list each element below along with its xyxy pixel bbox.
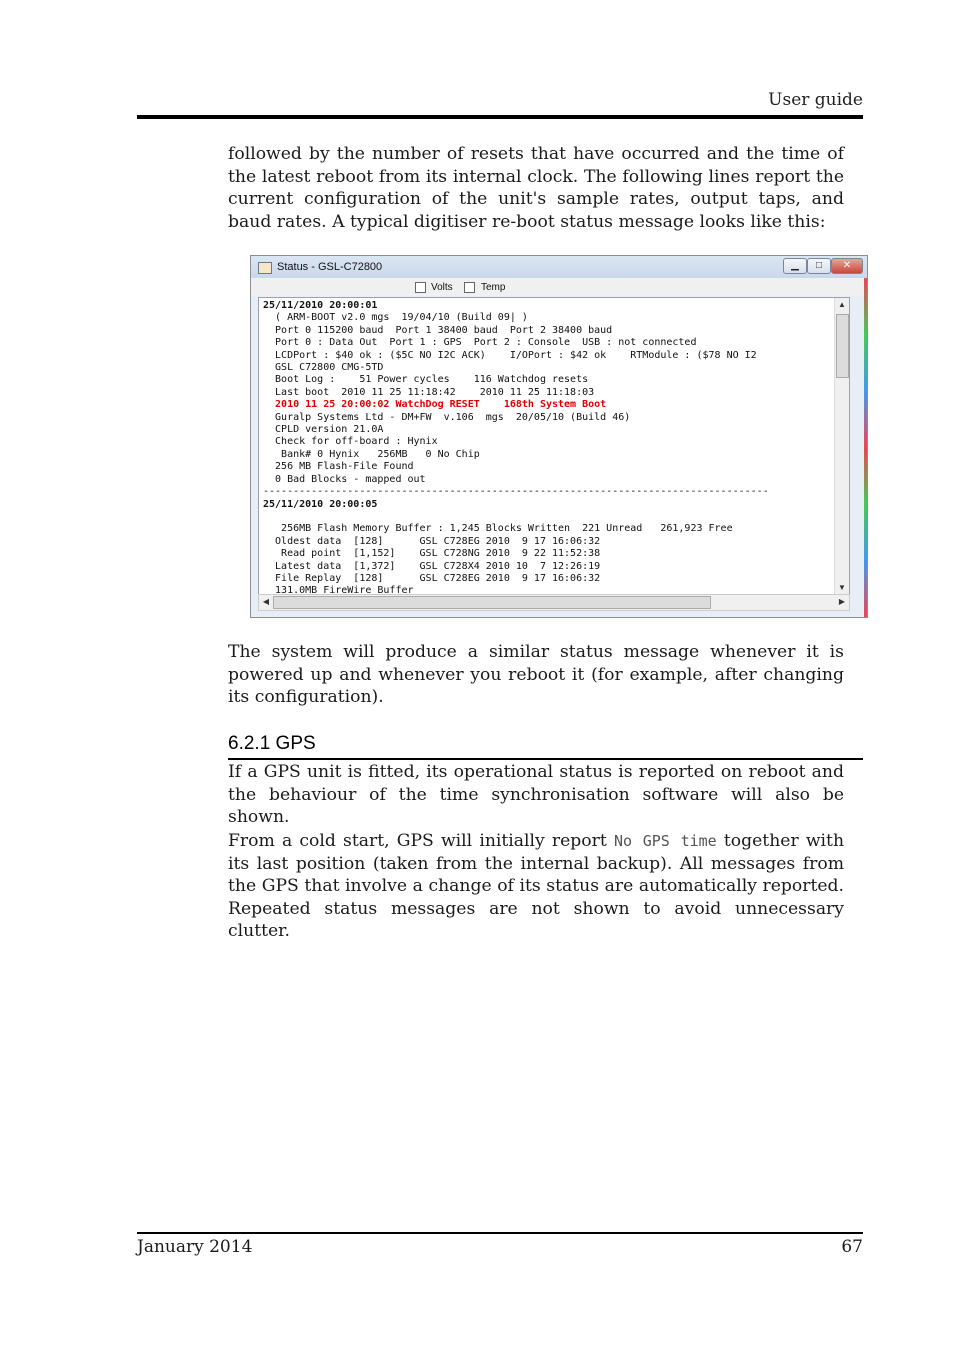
status-log-line: 25/11/2010 20:00:05: [263, 498, 378, 510]
status-log-line: Check for off-board : Hynix: [263, 436, 438, 448]
status-log-line: ------------------------------------------------------------------------------------: [263, 486, 769, 498]
scroll-up-icon[interactable]: ▲: [838, 300, 846, 309]
app-icon: [258, 262, 272, 274]
vertical-scroll-thumb[interactable]: [836, 314, 849, 378]
status-log-line: 0 Bad Blocks - mapped out: [263, 473, 426, 485]
status-log-textarea[interactable]: [258, 297, 850, 595]
window-titlebar: [251, 256, 867, 278]
header-rule: [137, 115, 863, 119]
status-log-line: Oldest data [128] GSL C728EG 2010 9 17 16:06:32: [263, 535, 601, 547]
volts-checkbox[interactable]: [415, 282, 426, 293]
status-log-line: 256 MB Flash-File Found: [263, 461, 414, 473]
status-log-line: [263, 511, 769, 523]
status-log-line: Port 0 115200 baud Port 1 38400 baud Port 2 38400 baud: [263, 324, 613, 336]
status-log-line: 131.0MB FireWire Buffer: [263, 585, 414, 595]
section-heading: 6.2.1 GPS: [228, 733, 316, 754]
page-number: 67: [841, 1237, 863, 1257]
gps-text-before: From a cold start, GPS will initially report: [228, 831, 614, 851]
status-log-line: File Replay [128] GSL C728EG 2010 9 17 16:06:32: [263, 572, 601, 584]
status-log-line: Port 0 : Data Out Port 1 : GPS Port 2 : Console USB : not connected: [263, 337, 697, 349]
temp-checkbox[interactable]: [464, 282, 475, 293]
status-log: [263, 300, 769, 595]
scroll-left-icon[interactable]: ◀: [262, 597, 270, 606]
options-bar: [251, 278, 867, 296]
status-log-line: 2010 11 25 20:00:02 WatchDog RESET 168th System Boot: [263, 399, 607, 411]
status-log-line: Last boot 2010 11 25 11:18:42 2010 11 25 11:18:03: [263, 386, 595, 398]
status-window-screenshot: [250, 255, 868, 618]
status-log-line: ( ARM-BOOT v2.0 mgs 19/04/10 (Build 09| ): [263, 312, 528, 324]
temp-label: Temp: [481, 282, 506, 293]
gps-paragraph-2: [228, 830, 844, 943]
footer-date: January 2014: [137, 1237, 253, 1257]
status-log-line: LCDPort : $40 ok : ($5C NO I2C ACK) I/OPort : $42 ok RTModule : ($78 NO I2: [263, 349, 757, 361]
status-log-line: GSL C72800 CMG-5TD: [263, 362, 384, 374]
maximize-button[interactable]: □: [807, 258, 831, 274]
footer-rule: [137, 1232, 863, 1234]
gps-paragraph-1: If a GPS unit is fitted, its operational status is reported on reboot and the behaviour of the time synchronisation software will also be shown.: [228, 762, 844, 827]
horizontal-scroll-thumb[interactable]: [273, 596, 711, 609]
window-title: Status - GSL-C72800: [277, 261, 383, 273]
status-log-line: Bank# 0 Hynix 256MB 0 No Chip: [263, 448, 480, 460]
status-log-line: Read point [1,152] GSL C728NG 2010 9 22 11:52:38: [263, 548, 601, 560]
status-log-line: 25/11/2010 20:00:01: [263, 300, 378, 311]
intro-paragraph: followed by the number of resets that have occurred and the time of the latest reboot from its internal clock. The following lines report the current configuration of the unit's sample rates, output taps, and baud rates. A typical digitiser re-boot status message looks like this:: [228, 144, 844, 232]
minimize-button[interactable]: ▁: [783, 258, 807, 274]
header-label: User guide: [768, 90, 863, 110]
scroll-down-icon[interactable]: ▼: [838, 583, 846, 592]
after-paragraph: The system will produce a similar status message whenever it is powered up and whenever you reboot it (for example, after changing its configuration).: [228, 642, 844, 707]
close-button[interactable]: ✕: [831, 258, 863, 274]
status-log-line: Guralp Systems Ltd - DM+FW v.106 mgs 20/05/10 (Build 46): [263, 411, 631, 423]
vertical-scrollbar[interactable]: [834, 298, 849, 594]
status-log-line: 256MB Flash Memory Buffer : 1,245 Blocks Written 221 Unread 261,923 Free: [263, 523, 733, 535]
horizontal-scrollbar[interactable]: [258, 594, 850, 611]
status-log-line: Latest data [1,372] GSL C728X4 2010 10 7 12:26:19: [263, 560, 601, 572]
gps-text-after: together with its last position (taken from the internal backup). All messages from the GPS that involve a change of its status are automatically reported. Repeated status messages are not shown to avoid unnecessary clutter.: [228, 831, 845, 941]
section-rule: [228, 758, 863, 760]
scroll-right-icon[interactable]: ▶: [838, 597, 846, 606]
status-log-line: Boot Log : 51 Power cycles 116 Watchdog resets: [263, 374, 589, 386]
volts-label: Volts: [431, 282, 453, 293]
side-color-stripe: [864, 278, 867, 617]
status-log-line: CPLD version 21.0A: [263, 424, 384, 436]
gps-code-no-gps-time: No GPS time: [613, 832, 717, 850]
